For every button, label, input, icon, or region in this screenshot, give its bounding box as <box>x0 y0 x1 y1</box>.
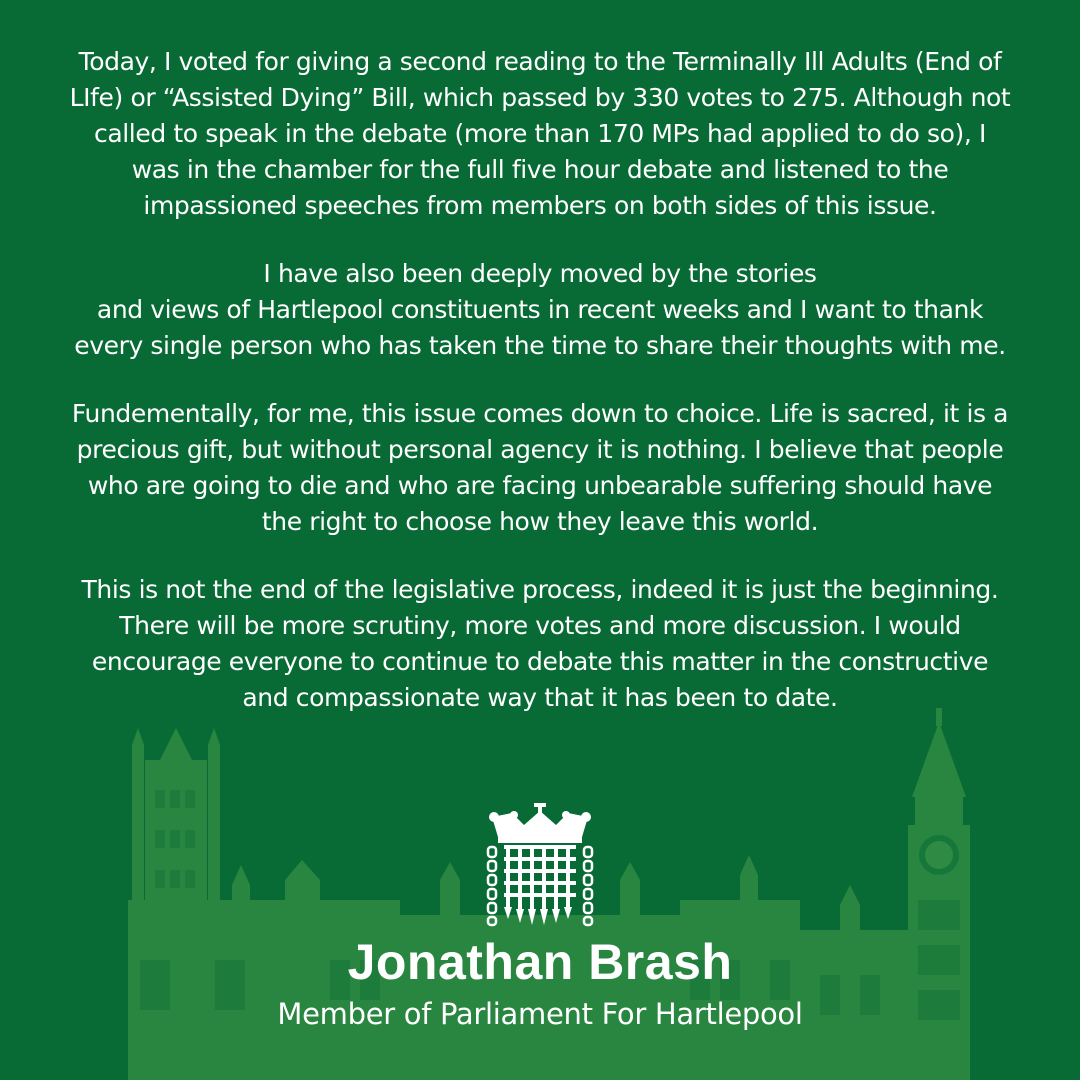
signature-block <box>0 932 1080 1034</box>
mp-title: Member of Parliament For Hartlepool <box>277 997 803 1031</box>
statement-paragraph-1: Today, I voted for giving a second reading to the Terminally Ill Adults (End of LIfe) or “Assisted Dying” Bill, which passed by 330 votes to 275. Although not called to speak in the debate (more than 170 MPs had applied to do so), I was in the chamber for the full five hour debate and listened to the impassioned speeches from members on both sides of this issue. <box>69 47 1011 220</box>
statement-paragraph-3: Fundementally, for me, this issue comes down to choice. Life is sacred, it is a precious gift, but without personal agency it is nothing. I believe that people who are going to die and who are facing unbearable suffering should have the right to choose how they leave this world. <box>71 399 1009 536</box>
statement-paragraph-2: I have also been deeply moved by the stories and views of Hartlepool constituents in recent weeks and I want to thank every single person who has taken the time to share their thoughts with me. <box>74 259 1006 360</box>
statement-paragraph-4: This is not the end of the legislative process, indeed it is just the beginning. There will be more scrutiny, more votes and more discussion. I would encourage everyone to continue to debate this matter in the constructive and compassionate way that it has been to date. <box>81 575 999 712</box>
statement-text <box>30 44 1050 748</box>
mp-name: Jonathan Brash <box>347 934 733 990</box>
portcullis-icon <box>484 803 596 929</box>
